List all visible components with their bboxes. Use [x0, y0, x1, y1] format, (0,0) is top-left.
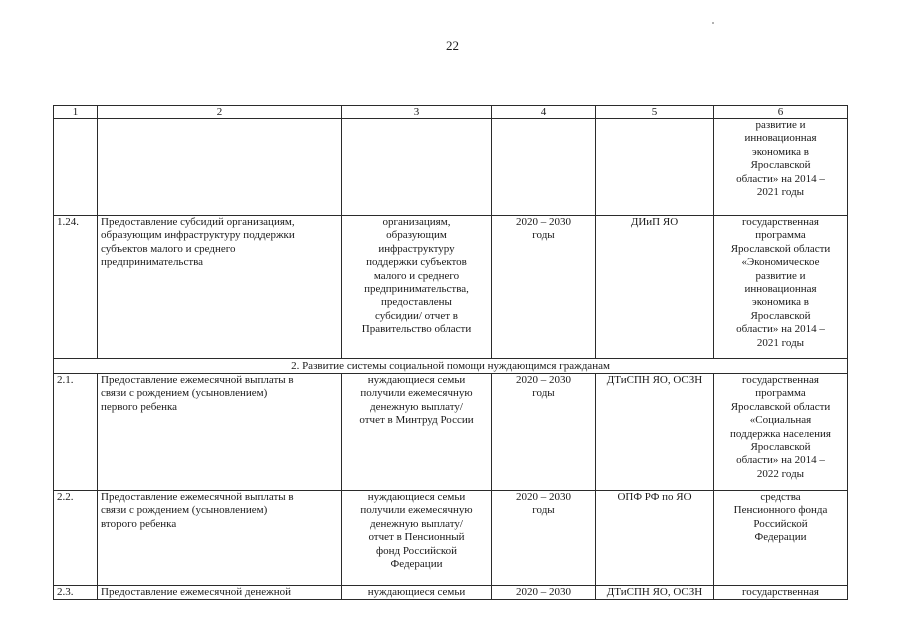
row-number-cell: 2.1. — [54, 374, 98, 491]
responsible-executor-line: ДТиСПН ЯО, ОСЗН — [606, 374, 703, 386]
implementation-period-line: годы — [532, 229, 555, 242]
implementation-period-cell — [492, 374, 596, 491]
column-number-3: 3 — [342, 106, 492, 119]
section-title: 2. Развитие системы социальной помощи нуждающимся гражданам — [54, 359, 848, 374]
expected-result-cell — [342, 586, 492, 600]
expected-result-line: малого и среднего — [373, 269, 460, 282]
funding-source-line: Федерации — [754, 531, 807, 544]
measure-name-cell — [98, 586, 342, 600]
column-number-4: 4 — [492, 106, 596, 119]
expected-result-line: отчет в Пенсионный — [368, 531, 465, 544]
scan-artifact — [712, 22, 714, 24]
expected-result-line: образующим — [386, 229, 447, 242]
funding-source-line: программа — [755, 229, 806, 242]
expected-result-line: Федерации — [390, 558, 443, 571]
funding-source-line: «Социальная — [749, 414, 812, 427]
expected-result-line: инфраструктуру — [378, 242, 455, 255]
funding-source-line: государственная — [742, 374, 819, 386]
measure-name-line: Предоставление ежемесячной выплаты в — [101, 491, 294, 503]
implementation-period-line: 2020 – 2030 — [516, 374, 571, 386]
row-number-cell — [54, 119, 98, 216]
funding-source-line: Российской — [753, 517, 808, 530]
funding-source-line: Ярославской — [750, 159, 811, 172]
implementation-period-line: 2020 – 2030 — [516, 491, 571, 503]
expected-result-line: фонд Российской — [375, 544, 458, 557]
responsible-executor-cell — [596, 586, 714, 600]
table-row — [54, 216, 848, 359]
row-number-cell: 2.2. — [54, 491, 98, 586]
funding-source-line: развитие и — [755, 119, 806, 131]
measure-name-line: предпринимательства — [101, 256, 204, 269]
responsible-executor-line: ДТиСПН ЯО, ОСЗН — [606, 586, 703, 598]
funding-source-cell — [714, 374, 848, 491]
funding-source-cell — [714, 586, 848, 600]
responsible-executor-cell — [596, 374, 714, 491]
funding-source-line: инновационная — [744, 283, 817, 296]
funding-source-line: Пенсионного фонда — [733, 504, 828, 517]
expected-result-line: поддержки субъектов — [366, 256, 467, 269]
column-number-row — [54, 106, 848, 119]
responsible-executor-cell — [596, 216, 714, 359]
funding-source-line: 2022 годы — [756, 467, 805, 480]
measure-name-cell — [98, 491, 342, 586]
expected-result-line: Правительство области — [361, 323, 472, 336]
table-body — [54, 106, 848, 600]
funding-source-line: средства — [760, 491, 801, 503]
expected-result-line: нуждающиеся семьи — [367, 586, 466, 598]
table-row — [54, 374, 848, 491]
expected-result-cell — [342, 491, 492, 586]
funding-source-cell — [714, 491, 848, 586]
table-row — [54, 586, 848, 600]
funding-source-line: государственная — [742, 586, 819, 598]
expected-result-cell — [342, 119, 492, 216]
funding-source-cell — [714, 216, 848, 359]
funding-source-line: государственная — [742, 216, 819, 228]
measure-name-line: Предоставление ежемесячной денежной — [101, 586, 292, 598]
funding-source-line: инновационная — [744, 132, 817, 145]
measure-name-line: субъектов малого и среднего — [101, 242, 236, 255]
expected-result-line: субсидии/ отчет в — [375, 309, 458, 322]
implementation-period-line: 2020 – 2030 — [516, 586, 571, 598]
measure-name-cell — [98, 216, 342, 359]
table-row — [54, 119, 848, 216]
funding-source-line: Ярославской области — [730, 400, 831, 413]
measure-name-line: Предоставление субсидий организациям, — [101, 216, 295, 228]
measure-name-line: второго ребенка — [101, 517, 177, 530]
expected-result-line: организациям, — [382, 216, 451, 228]
funding-source-line: развитие и — [755, 269, 806, 282]
funding-source-line: области» на 2014 – — [736, 454, 825, 467]
expected-result-line: предоставлены — [381, 296, 452, 309]
implementation-period-line: годы — [532, 504, 555, 517]
column-number-1: 1 — [54, 106, 98, 119]
expected-result-cell — [342, 374, 492, 491]
responsible-executor-cell — [596, 119, 714, 216]
funding-source-line: 2021 годы — [756, 186, 805, 199]
implementation-period-line: годы — [532, 387, 555, 400]
expected-result-line: получили ежемесячную — [360, 387, 473, 400]
expected-result-line: денежную выплату/ — [370, 400, 463, 413]
funding-source-line: области» на 2014 – — [736, 172, 825, 185]
implementation-period-cell — [492, 491, 596, 586]
expected-result-line: нуждающиеся семьи — [367, 491, 466, 503]
funding-source-line: экономика в — [751, 145, 810, 158]
expected-result-cell — [342, 216, 492, 359]
responsible-executor-cell — [596, 491, 714, 586]
page-number: 22 — [446, 38, 459, 53]
funding-source-line: «Экономическое — [741, 256, 820, 269]
row-number-cell: 2.3. — [54, 586, 98, 600]
column-number-2: 2 — [98, 106, 342, 119]
implementation-period-cell — [492, 216, 596, 359]
measure-name-line: связи с рождением (усыновлением) — [101, 504, 268, 517]
expected-result-line: денежную выплату/ — [370, 517, 463, 530]
expected-result-line: нуждающиеся семьи — [367, 374, 466, 386]
implementation-period-cell — [492, 586, 596, 600]
funding-source-line: Ярославской — [750, 309, 811, 322]
funding-source-line: экономика в — [751, 296, 810, 309]
funding-source-line: Ярославской — [750, 441, 811, 454]
column-number-6: 6 — [714, 106, 848, 119]
funding-source-line: 2021 годы — [756, 336, 805, 349]
measures-table — [53, 105, 848, 600]
funding-source-line: области» на 2014 – — [736, 323, 825, 336]
funding-source-line: поддержка населения — [730, 427, 831, 440]
implementation-period-line: 2020 – 2030 — [516, 216, 571, 228]
section-row — [54, 359, 848, 374]
column-number-5: 5 — [596, 106, 714, 119]
measure-name-cell — [98, 374, 342, 491]
expected-result-line: предпринимательства, — [364, 283, 469, 296]
funding-source-line: Ярославской области — [730, 242, 831, 255]
funding-source-line: программа — [755, 387, 806, 400]
measure-name-line: Предоставление ежемесячной выплаты в — [101, 374, 294, 386]
measure-name-line: первого ребенка — [101, 400, 178, 413]
row-number-cell: 1.24. — [54, 216, 98, 359]
responsible-executor-line: ДИиП ЯО — [630, 216, 679, 228]
funding-source-cell — [714, 119, 848, 216]
expected-result-line: отчет в Минтруд России — [359, 414, 474, 427]
measure-name-line: связи с рождением (усыновлением) — [101, 387, 268, 400]
measure-name-line: образующим инфраструктуру поддержки — [101, 229, 295, 242]
measure-name-cell — [98, 119, 342, 216]
expected-result-line: получили ежемесячную — [360, 504, 473, 517]
responsible-executor-line: ОПФ РФ по ЯО — [617, 491, 692, 503]
table-row — [54, 491, 848, 586]
implementation-period-cell — [492, 119, 596, 216]
